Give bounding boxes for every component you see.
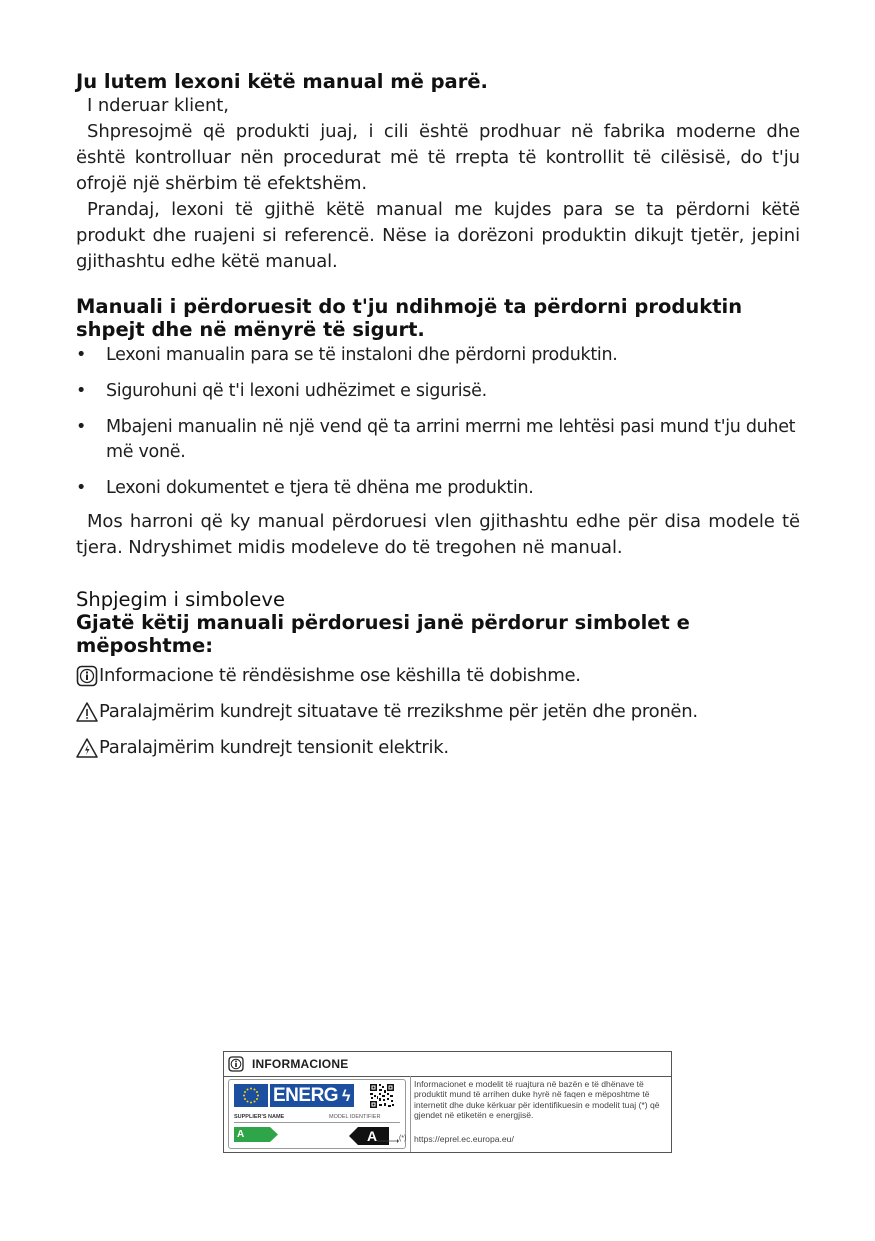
bullet-list <box>76 343 800 501</box>
pointer-arrow-icon <box>377 1138 399 1144</box>
info-box-title: INFORMACIONE <box>252 1057 349 1071</box>
eu-flag-icon <box>234 1084 268 1107</box>
label-divider <box>234 1122 400 1123</box>
eprel-link[interactable]: https://eprel.ec.europa.eu/ <box>414 1134 514 1144</box>
model-marker: (*) <box>399 1135 407 1142</box>
bullet-dot: • <box>76 478 87 498</box>
supplier-name: SUPPLIER'S NAME <box>234 1114 285 1120</box>
qr-code-icon <box>369 1083 395 1109</box>
info-icon <box>76 665 98 687</box>
list-item <box>76 415 800 465</box>
list-item-text: Lexoni dokumentet e tjera të dhëna me produktin. <box>106 478 534 498</box>
list-item-text: Lexoni manualin para se të instaloni dhe përdorni produktin. <box>106 345 618 365</box>
energy-label-panel <box>224 1076 411 1152</box>
intro-paragraph-1: Shpresojmë që produkti juaj, i cili është prodhuar në fabrika moderne dhe është kontrolluar nën procedurat më të rrepta të kontrollit të cilësisë, do t'ju ofrojë një shërbim të efektshëm. <box>76 121 800 194</box>
symbol-electric-text: Paralajmërim kundrejt tensionit elektrik. <box>99 737 449 758</box>
list-item <box>76 476 800 501</box>
energy-scale-class: A <box>237 1129 245 1140</box>
manual-help-heading: Manuali i përdoruesit do t'ju ndihmojë ta përdorni produktin shpejt dhe në mënyrë të sigurt. <box>76 295 743 341</box>
warning-icon <box>76 701 98 723</box>
bullet-dot: • <box>76 381 87 401</box>
info-icon <box>228 1056 244 1072</box>
list-item <box>76 343 800 368</box>
electric-warning-icon <box>76 737 98 759</box>
intro-heading: Ju lutem lexoni këtë manual më parë. <box>76 70 488 93</box>
info-box-text: Informacionet e modelit të ruajtura në bazën e të dhënave të produktit mund të arrihen duke hyrë në faqen e mëposhtme të internetit dhe duke kërkuar për identifikuesin e modelit tuaj (*) që gjendet në etiketën e energjisë. <box>414 1079 660 1121</box>
symbol-row-electric <box>76 736 800 760</box>
manual-page <box>76 70 800 760</box>
symbols-heading: Shpjegim i simboleve <box>76 588 285 611</box>
symbol-info-text: Informacione të rëndësishme ose këshilla të dobishme. <box>99 665 581 686</box>
list-item <box>76 379 800 404</box>
intro-paragraph-2: Prandaj, lexoni të gjithë këtë manual me kujdes para se ta përdorni këtë produkt dhe ruajeni si referencë. Nëse ia dorëzoni produktin dikujt tjetër, jepini gjithashtu edhe këtë manual. <box>76 199 800 272</box>
models-note: Mos harroni që ky manual përdoruesi vlen gjithashtu edhe për disa modele të tjera. Ndryshimet midis modeleve do të tregohen në manual. <box>76 511 800 558</box>
info-box <box>223 1051 672 1153</box>
list-item-text: Mbajeni manualin në një vend që ta arrini merrni me lehtësi pasi mund t'ju duhet më vonë. <box>106 417 796 462</box>
symbol-warning-text: Paralajmërim kundrejt situatave të rrezikshme për jetën dhe pronën. <box>99 701 698 722</box>
info-box-header <box>224 1052 671 1077</box>
symbol-row-warning <box>76 700 800 724</box>
model-identifier: MODEL IDENTIFIER <box>329 1114 381 1120</box>
bullet-dot: • <box>76 345 87 365</box>
greeting: I nderuar klient, <box>87 95 229 116</box>
energy-class: A <box>367 1128 378 1144</box>
bullet-dot: • <box>76 417 87 437</box>
energy-brand: ENERG ϟ <box>270 1084 354 1107</box>
symbol-row-info <box>76 664 800 688</box>
list-item-text: Sigurohuni që t'i lexoni udhëzimet e sigurisë. <box>106 381 487 401</box>
symbols-subheading: Gjatë këtij manuali përdoruesi janë përdorur simbolet e mëposhtme: <box>76 611 690 657</box>
